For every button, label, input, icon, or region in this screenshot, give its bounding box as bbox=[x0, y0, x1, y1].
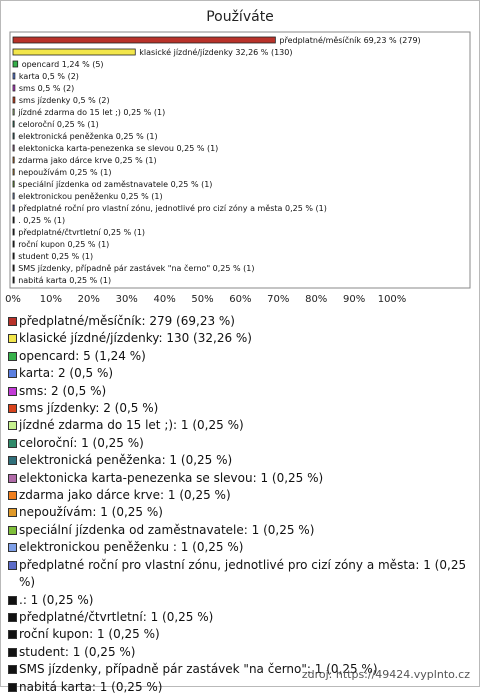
legend-swatch-15 bbox=[8, 596, 17, 605]
legend-item-7 bbox=[8, 435, 474, 452]
legend-label-15: .: 1 (0,25 %) bbox=[19, 592, 94, 607]
legend-label-9: elektonicka karta-penezenka se slevou: 1 (0,25 %) bbox=[19, 470, 324, 485]
legend-label-17: roční kupon: 1 (0,25 %) bbox=[19, 627, 160, 642]
legend-swatch-16 bbox=[8, 613, 17, 622]
x-tick-label-6: 60% bbox=[229, 294, 252, 305]
bar-label-6: jízdné zdarma do 15 let ;) 0,25 % (1) bbox=[18, 108, 166, 117]
bar-17 bbox=[13, 241, 14, 247]
legend-swatch-2 bbox=[8, 352, 17, 361]
bar-10 bbox=[13, 157, 14, 163]
bar-label-18: student 0,25 % (1) bbox=[18, 252, 94, 261]
legend-swatch-1 bbox=[8, 334, 17, 343]
bar-label-0: předplatné/měsíčník 69,23 % (279) bbox=[279, 36, 421, 45]
legend-swatch-7 bbox=[8, 439, 17, 448]
bar-20 bbox=[13, 277, 14, 283]
bar-label-10: zdarma jako dárce krve 0,25 % (1) bbox=[18, 156, 157, 165]
legend-label-1: klasické jízdné/jízdenky: 130 (32,26 %) bbox=[19, 331, 252, 346]
legend-label-0: předplatné/měsíčník: 279 (69,23 %) bbox=[19, 314, 235, 328]
legend-swatch-20 bbox=[8, 683, 17, 692]
legend-item-15 bbox=[8, 592, 474, 609]
bar-9 bbox=[13, 145, 14, 151]
x-tick-label-0: 0% bbox=[5, 294, 21, 305]
legend-swatch-19 bbox=[8, 665, 17, 674]
x-tick-label-4: 40% bbox=[153, 294, 176, 305]
bar-label-17: roční kupon 0,25 % (1) bbox=[18, 240, 110, 249]
bar-label-3: karta 0,5 % (2) bbox=[18, 72, 79, 81]
legend-label-3: karta: 2 (0,5 %) bbox=[19, 366, 114, 381]
legend-swatch-13 bbox=[8, 543, 17, 552]
legend-item-9 bbox=[8, 470, 474, 487]
legend-label-11: nepoužívám: 1 (0,25 %) bbox=[19, 505, 163, 520]
legend-item-12 bbox=[8, 522, 474, 539]
legend-label-19: SMS jízdenky, případně pár zastávek "na černo": 1 (0,25 %) bbox=[19, 662, 378, 677]
legend-label-6: jízdné zdarma do 15 let ;): 1 (0,25 %) bbox=[19, 418, 244, 433]
bar-label-13: elektronickou peněženku 0,25 % (1) bbox=[18, 192, 163, 201]
bar-4 bbox=[13, 85, 15, 91]
legend-item-5 bbox=[8, 400, 474, 417]
legend-swatch-18 bbox=[8, 648, 17, 657]
bar-8 bbox=[13, 133, 14, 139]
bar-5 bbox=[13, 97, 15, 103]
legend-label-14: předplatné roční pro vlastní zónu, jednotlivé pro cizí zóny a města: 1 (0,25 %) bbox=[19, 557, 467, 590]
legend-item-11 bbox=[8, 504, 474, 521]
bar-label-5: sms jízdenky 0,5 % (2) bbox=[18, 96, 110, 105]
bar-label-12: speciální jízdenka od zaměstnavatele 0,25 % (1) bbox=[18, 180, 213, 189]
legend-item-10 bbox=[8, 487, 474, 504]
x-tick-label-5: 50% bbox=[191, 294, 214, 305]
x-tick-label-7: 70% bbox=[267, 294, 290, 305]
bar-14 bbox=[13, 205, 14, 211]
legend-item-8 bbox=[8, 452, 474, 469]
legend-item-14 bbox=[8, 557, 474, 592]
legend-swatch-6 bbox=[8, 421, 17, 430]
bar-11 bbox=[13, 169, 14, 175]
legend-swatch-0 bbox=[8, 317, 17, 326]
bar-label-16: předplatné/čtvrtletní 0,25 % (1) bbox=[18, 228, 146, 237]
x-tick-label-8: 80% bbox=[305, 294, 328, 305]
legend-item-2 bbox=[8, 348, 474, 365]
legend-swatch-10 bbox=[8, 491, 17, 500]
bar-12 bbox=[13, 181, 14, 187]
legend-item-16 bbox=[8, 609, 474, 626]
legend-item-0 bbox=[8, 313, 474, 330]
legend-item-6 bbox=[8, 417, 474, 434]
bar-label-7: celoroční 0,25 % (1) bbox=[18, 120, 99, 129]
bar-label-9: elektonicka karta-penezenka se slevou 0,25 % (1) bbox=[18, 144, 219, 153]
legend-item-1 bbox=[8, 330, 474, 347]
legend-label-10: zdarma jako dárce krve: 1 (0,25 %) bbox=[19, 488, 231, 503]
bar-16 bbox=[13, 229, 14, 235]
legend-label-8: elektronická peněženka: 1 (0,25 %) bbox=[19, 453, 233, 468]
legend-swatch-12 bbox=[8, 526, 17, 535]
x-tick-label-10: 100% bbox=[377, 294, 407, 305]
legend-label-7: celoroční: 1 (0,25 %) bbox=[19, 435, 144, 450]
bar-2 bbox=[13, 61, 18, 67]
bar-19 bbox=[13, 265, 14, 271]
legend-swatch-8 bbox=[8, 456, 17, 465]
bar-label-19: SMS jízdenky, případně pár zastávek "na černo" 0,25 % (1) bbox=[18, 264, 255, 273]
bar-label-15: . 0,25 % (1) bbox=[18, 216, 66, 225]
bar-7 bbox=[13, 121, 14, 127]
legend-item-13 bbox=[8, 539, 474, 556]
legend-swatch-4 bbox=[8, 387, 17, 396]
bar-15 bbox=[13, 217, 14, 223]
legend-swatch-9 bbox=[8, 474, 17, 483]
legend-label-18: student: 1 (0,25 %) bbox=[19, 644, 136, 659]
bar-label-20: nabitá karta 0,25 % (1) bbox=[18, 276, 112, 285]
x-tick-label-3: 30% bbox=[115, 294, 138, 305]
legend-swatch-5 bbox=[8, 404, 17, 413]
legend-item-4 bbox=[8, 383, 474, 400]
legend-label-5: sms jízdenky: 2 (0,5 %) bbox=[19, 401, 159, 416]
legend-label-13: elektronickou peněženku : 1 (0,25 %) bbox=[19, 540, 244, 555]
bar-0 bbox=[13, 37, 275, 43]
bar-1 bbox=[13, 49, 135, 55]
chart-legend bbox=[8, 313, 474, 696]
bar-label-1: klasické jízdné/jízdenky 32,26 % (130) bbox=[139, 48, 293, 57]
legend-label-20: nabitá karta: 1 (0,25 %) bbox=[19, 679, 163, 694]
legend-item-18 bbox=[8, 644, 474, 661]
legend-swatch-14 bbox=[8, 561, 17, 570]
legend-item-20 bbox=[8, 679, 474, 696]
bar-label-8: elektronická peněženka 0,25 % (1) bbox=[18, 132, 158, 141]
bar-label-11: nepoužívám 0,25 % (1) bbox=[18, 168, 112, 177]
legend-label-4: sms: 2 (0,5 %) bbox=[19, 383, 107, 398]
bar-3 bbox=[13, 73, 15, 79]
legend-swatch-3 bbox=[8, 369, 17, 378]
x-tick-label-1: 10% bbox=[39, 294, 63, 305]
legend-item-17 bbox=[8, 626, 474, 643]
bar-label-2: opencard 1,24 % (5) bbox=[21, 60, 104, 69]
bar-6 bbox=[13, 109, 14, 115]
x-tick-label-2: 20% bbox=[77, 294, 100, 305]
legend-label-12: speciální jízdenka od zaměstnavatele: 1 (0,25 %) bbox=[19, 522, 315, 537]
legend-swatch-11 bbox=[8, 508, 17, 517]
bar-label-4: sms 0,5 % (2) bbox=[18, 84, 75, 93]
bar-13 bbox=[13, 193, 14, 199]
source-credit: zdroj: https://49424.vyplnto.cz bbox=[301, 668, 470, 681]
legend-label-16: předplatné/čtvrtletní: 1 (0,25 %) bbox=[19, 609, 214, 624]
legend-item-3 bbox=[8, 365, 474, 382]
bar-18 bbox=[13, 253, 14, 259]
bar-label-14: předplatné roční pro vlastní zónu, jednotlivé pro cizí zóny a města 0,25 % (1) bbox=[18, 204, 327, 213]
chart-title: Používáte bbox=[206, 9, 274, 25]
legend-label-2: opencard: 5 (1,24 %) bbox=[19, 348, 146, 363]
x-tick-label-9: 90% bbox=[342, 294, 366, 305]
bar-chart bbox=[0, 0, 480, 312]
legend-swatch-17 bbox=[8, 630, 17, 639]
